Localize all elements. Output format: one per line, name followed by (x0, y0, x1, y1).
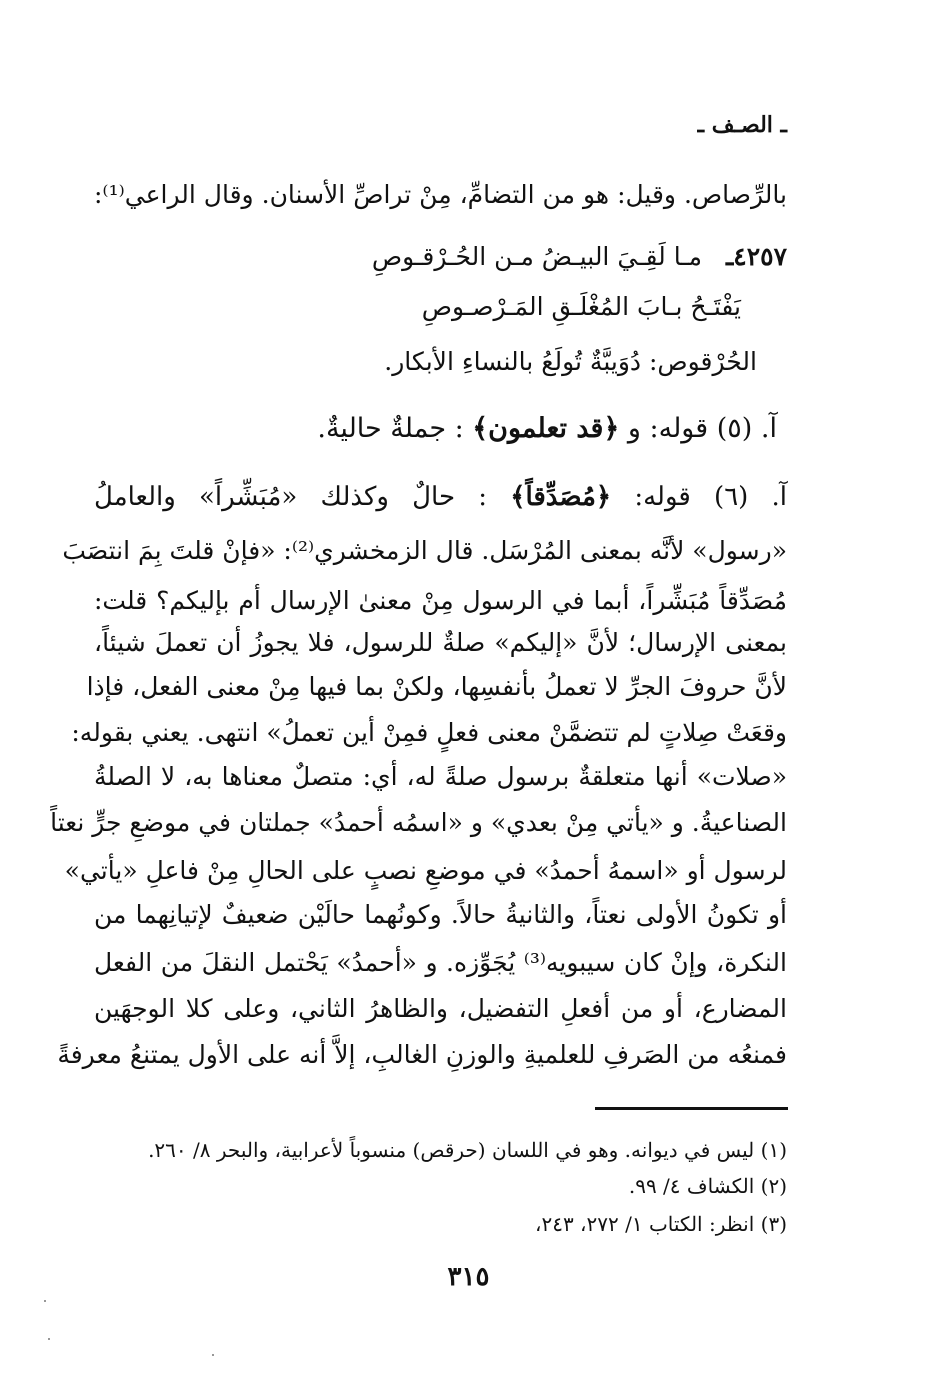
text-line: «رسول» لأنَّه بمعنى المُرْسَل. قال الزمخشري⁽²⁾: «فإنْ قلتَ بِمَ انتصَبَ (62, 536, 787, 565)
text-line: بمعنى الإرسال؛ لأنَّ «إليكم» صلةٌ للرسول، فلا يجوزُ أن تعملَ شيئاً، (94, 628, 787, 657)
text-line: أو تكونُ الأولى نعتاً، والثانيةُ حالاً. وكونُهما حالَيْن ضعيفٌ لإتيانِهما من (94, 900, 787, 929)
footnote-2: (٢) الكشاف ٤/ ٩٩. (628, 1174, 787, 1198)
paragraph-6-head (94, 480, 787, 514)
text-line: لأنَّ حروفَ الجرِّ لا تعملُ بأنفسِها، ولكنْ بما فيها مِنْ معنى الفعل، فإذا (86, 672, 787, 701)
text-line: «صلات» أنها متعلقةٌ برسول صلةً له، أي: متصلٌ معناها به، لا الصلةُ (94, 762, 787, 791)
para6-prefix: آ. (٦) قوله: (634, 482, 787, 512)
text-line: لرسول أو «اسمهُ أحمدُ» في موضعِ نصبٍ على الحالِ مِنْ فاعلِ «يأتي» (64, 856, 787, 885)
footnote-1: (١) ليس في ديوانه. وهو في اللسان (حرقص) منسوباً لأعرابية، والبحر ٨/ ٢٦٠. (148, 1138, 787, 1162)
scan-speck (48, 1338, 50, 1340)
gloss-line: الحُرْقوص: دُوَيبَّةٌ تُولَعُ بالنساءِ الأبكار. (384, 347, 757, 376)
para6-suffix: : حالٌ وكذلك «مُبَشِّراً» والعاملُ (94, 482, 487, 512)
para5-quran-quote: ﴿قد تعلمون﴾ (472, 413, 620, 444)
page-number: ٣١٥ (447, 1262, 490, 1292)
footnote-3: (٣) انظر: الكتاب ١/ ٢٧٢، ٢٤٣، (534, 1212, 787, 1236)
text-line: فمنعُه من الصَرفِ للعلميةِ والوزنِ الغالبِ، إلاَّ أنه على الأول يمتنعُ معرفةً (57, 1040, 787, 1069)
text-line: النكرة، وإنْ كان سيبويه⁽³⁾ يُجَوِّزه. و «أحمدُ» يَحْتمل النقلَ من الفعل (94, 948, 787, 977)
paragraph-5 (317, 412, 777, 446)
running-header: ـ الصـف ـ (697, 112, 787, 138)
footnote-divider (595, 1107, 788, 1110)
scan-speck (212, 1354, 214, 1356)
scan-speck (44, 1300, 46, 1302)
verse-line-2: يَفْتَـحُ بـابَ المُغْلَـقِ المَـرْصـوصِ (421, 292, 741, 321)
text-line: المضارع، أو من أفعلِ التفضيل، والظاهرُ الثاني، وعلى كلا الوجهَين (94, 994, 787, 1023)
verse-number: ٤٢٥٧ـ (725, 242, 787, 271)
para6-quran-quote: ﴿مُصَدِّقاً﴾ (510, 482, 612, 512)
verse-hemistich-1: مـا لَقِـيَ البيـضُ مـن الحُـرْقـوصِ (371, 242, 703, 271)
text-line-1: بالرِّصاص. وقيل: هو من التضامِّ، مِنْ تراصِّ الأسنان. وقال الراعي⁽¹⁾: (94, 180, 787, 209)
text-line: وقعَتْ صِلاتٍ لم تتضمَّنْ معنى فعلٍ فمِنْ أين تعملُ» انتهى. يعني بقوله: (71, 718, 787, 747)
para5-suffix: : جملةٌ حاليةٌ. (317, 413, 464, 444)
text-line: مُصَدِّقاً مُبَشِّراً، أبما في الرسول مِنْ معنىٰ الإرسال أم بإليكم؟ قلت: (94, 586, 787, 615)
text-line: الصناعيةُ. و «يأتي مِنْ بعدي» و «اسمُه أحمدُ» جملتان في موضعِ جرٍّ نعتاً (50, 808, 787, 837)
verse-line-1 (372, 240, 787, 274)
para5-prefix: آ. (٥) قوله: و (627, 413, 777, 444)
